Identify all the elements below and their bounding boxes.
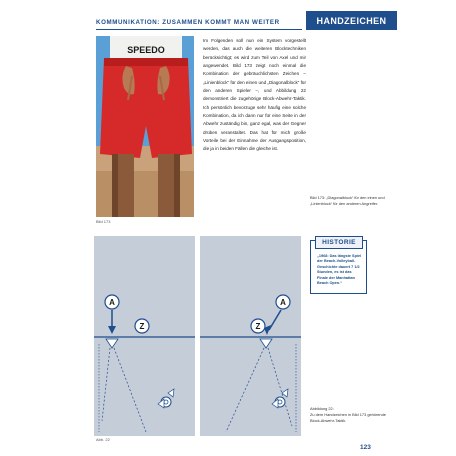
court-diagram-right [200,236,301,436]
caption-figure-text: Zu dem Handzeichen in Bild 173 gehörende Block-Abwehr-Taktik. [310,412,386,423]
section-title: KOMMUNIKATION: ZUSAMMEN KOMMT MAN WEITER [96,19,280,26]
header-rule [96,29,302,30]
svg-text:Z: Z [139,322,145,331]
page-number: 123 [360,444,371,451]
historie-title: HISTORIE [315,236,363,249]
shirt-text: SPEEDO [127,45,165,55]
photo-illustration [96,36,194,217]
player-z-marker [135,319,149,333]
player-a-marker [276,295,290,309]
historie-box [310,240,367,294]
caption-photo: Bild 173: „Diagonalblock“ für den einen und „Linienblock“ für den anderen Angreifer. [310,195,385,206]
figure-caption: Abb. 22 [96,437,110,442]
historie-text: „1968: Das längste Spiel der Beach-Volleyball-Geschichte dauert 7 1/2 Stunden, es ist das Finale der Manhattan Beach Open.“ [317,254,362,286]
svg-text:A: A [109,298,115,307]
player-z-marker [251,319,265,333]
body-paragraph: Im Folgenden soll nun ein System vorgestellt werden, das auch die weiteren Blocktechniken berücksichtigt; es wird zum Teil von Axel und mir angewendet. Bild 173 zeigt noch einmal die Kombination der gebräuchlichsten Zeichen – „Linienblock“ für den einen und „Diagonalblock“ für den anderen Spieler –, und Abbildung 22 demonstriert die zugehörige Block-Abwehr-Taktik. Ich persönlich bevorzuge sehr häufig eine solche Kombination, da ich dann nur für eine Seite in der Abwehr zuständig bin, ganz egal, was der Gegner drüben veranstaltet. Das hat für mich große Vorteile bei der Einnahme der Ausgangsposition, die ja in beiden Fällen die gleiche ist. [203,38,306,152]
court-diagram-left [94,236,195,436]
svg-text:Z: Z [255,322,261,331]
photo-caption: Bild 173 [96,219,111,224]
photo-hand-signals [96,36,194,217]
caption-figure-label: Abbildung 22: [310,406,334,411]
player-a-marker [105,295,119,309]
chapter-badge: HANDZEICHEN [306,11,397,30]
svg-text:A: A [280,298,286,307]
